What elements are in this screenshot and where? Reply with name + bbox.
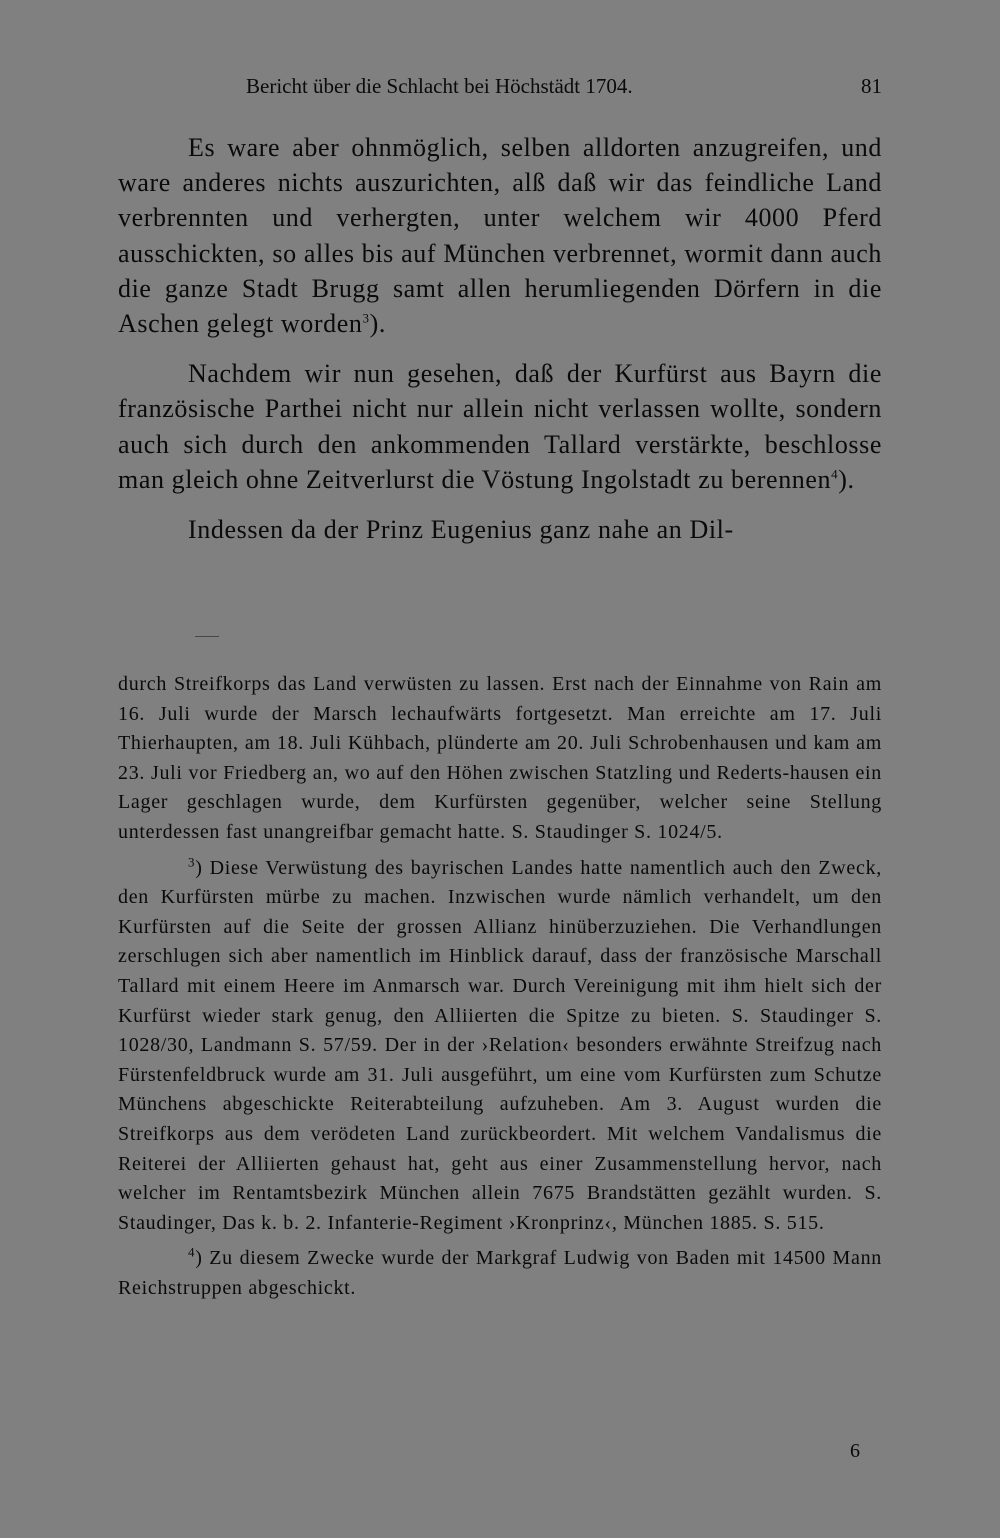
paragraph-1 [118, 130, 882, 341]
page-header [118, 70, 882, 106]
paragraph-3 [118, 512, 882, 547]
paragraph-2 [118, 356, 882, 497]
main-text [118, 130, 882, 547]
paragraph-2-end: ). [838, 464, 855, 494]
paragraph-1-text: Es ware aber ohnmöglich, selben alldorten anzugreifen, und ware anderes nichts auszurichten, alß daß wir das feindliche Land verbrennten und verhergten, unter welchem wir 4000 Pferd ausschickten, so alles bis auf München verbrennet, wormit dann auch die ganze Stadt Brugg samt allen herumliegenden Dörfern in die Aschen gelegt worden [118, 133, 882, 339]
footnote-continuation: durch Streifkorps das Land verwüsten zu lassen. Erst nach der Einnahme von Rain am 16. Juli wurde der Marsch lechaufwärts fortgesetzt. Man erreichte am 17. Juli Thierhaupten, am 18. Juli Kühbach, plünderte am 20. Juli Schrobenhausen und kam am 23. Juli vor Friedberg an, wo auf den Höhen zwischen Statzling und Rederts-hausen ein Lager geschlagen wurde, dem Kurfürsten gegenüber, welcher seine Stellung unterdessen fast unangreifbar gemacht hatte. S. Staudinger S. 1024/5. [118, 673, 882, 843]
footnote-ref-3: 3 [362, 310, 370, 326]
paragraph-3-text: Indessen da der Prinz Eugenius ganz nahe an Dil- [188, 515, 734, 545]
footnote-ref-4: 4 [831, 466, 839, 482]
paragraph-2-text: Nachdem wir nun gesehen, daß der Kurfürst aus Bayrn die französische Parthei nicht nur allein nicht verlassen wollte, sondern auch sich durch den ankommenden Tallard verstärkte, beschlosse man gleich ohne Zeitverlurst die Vöstung Ingolstadt zu berennen [118, 359, 882, 494]
footnote-4-text: ) Zu diesem Zwecke wurde der Markgraf Ludwig von Baden mit 14500 Mann Reichstruppen abgeschickt. [118, 1247, 882, 1299]
footnotes [118, 670, 882, 1309]
running-title: Bericht über die Schlacht bei Höchstädt 1704. [246, 74, 633, 98]
footnote-3-text: ) Diese Verwüstung des bayrischen Landes hatte namentlich auch den Zweck, den Kurfürsten mürbe zu machen. Inzwischen wurde nämlich verhandelt, um den Kurfürsten auf die Seite der grossen Allianz hinüberzuziehen. Die Verhandlungen zerschlugen sich aber namentlich im Hinblick darauf, dass der französische Marschall Tallard mit einem Heere im Anmarsch war. Durch Vereinigung mit ihm hielt sich der Kurfürst wieder stark genug, den Alliierten die Spitze zu bieten. S. Staudinger S. 1028/30, Landmann S. 57/59. Der in der ›Relation‹ besonders erwähnte Streifzug nach Fürstenfeldbruck wurde am 31. Juli ausgeführt, um eine vom Kurfürsten zum Schutze Münchens abgeschickte Reiterabteilung aufzuheben. Am 3. August wurden die Streifkorps aus dem verödeten Land zurückbeordert. Mit welchem Vandalismus die Reiterei der Alliierten gehaust hat, geht aus einer Zusammenstellung hervor, nach welcher im Rentamtsbezirk München allein 7675 Brandstätten gezählt wurden. S. Staudinger, Das k. b. 2. Infanterie-Regiment ›Kronprinz‹, München 1885. S. 515. [118, 856, 882, 1234]
footnote-separator [195, 636, 219, 637]
footnote-3-mark: 3 [188, 853, 196, 869]
footnote-3 [118, 854, 882, 1239]
footnote-4-mark: 4 [188, 1244, 196, 1260]
page-number: 81 [861, 74, 882, 98]
printer-signature: 6 [850, 1440, 860, 1462]
footnote-4 [118, 1244, 882, 1303]
paragraph-1-end: ). [369, 309, 386, 339]
